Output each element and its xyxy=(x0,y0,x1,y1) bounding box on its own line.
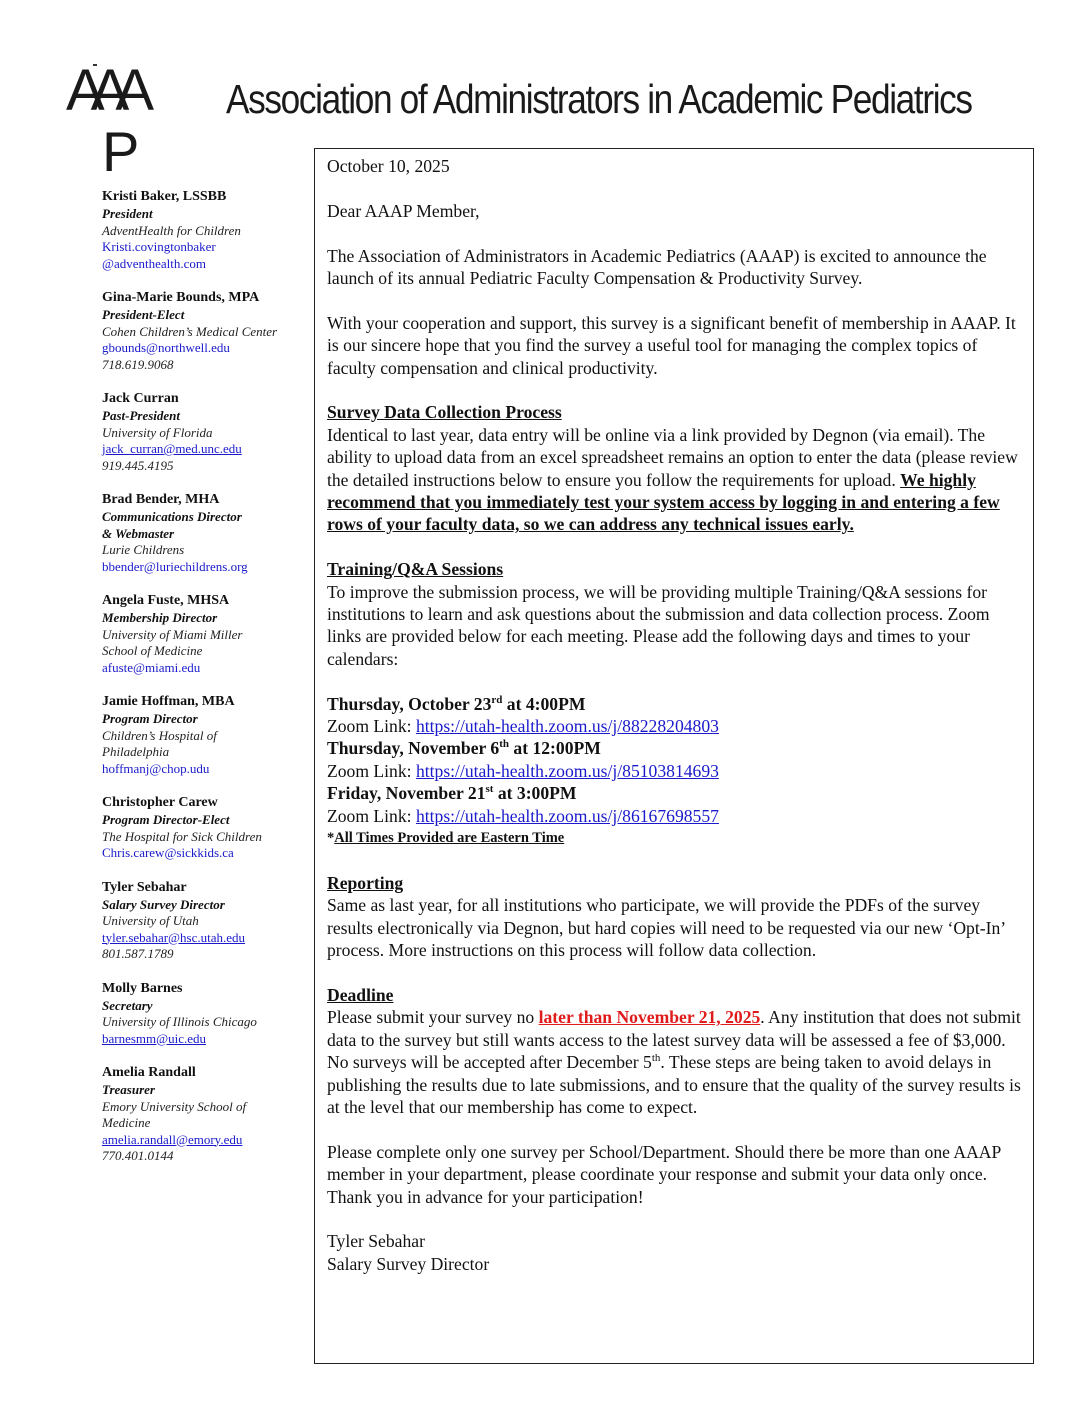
officer-institution: University of Illinois Chicago xyxy=(102,1014,257,1029)
officer-role-line2: & Webmaster xyxy=(102,525,175,541)
officer-email[interactable]: hoffmanj@chop.udu xyxy=(102,760,210,776)
logo-line-2: P xyxy=(102,120,140,183)
officer-institution: University of Utah xyxy=(102,913,199,928)
officer-role: Membership Director xyxy=(102,610,218,625)
letter-benefit: With your cooperation and support, this survey is a significant benefit of membership in AAAP. It is our sincere hope that you find the survey a useful tool for managing the complex topics of faculty compensation and clinical productivity. xyxy=(327,312,1016,378)
officer-email[interactable]: afuste@miami.edu xyxy=(102,659,201,675)
officer-institution-line2: Philadelphia xyxy=(102,744,170,759)
deadline-post: . These steps are being taken to avoid delays in publishing the results due to late submissions, and to ensure that the quality of the survey results is at the level that our membership has come to expect. xyxy=(327,1052,1021,1117)
officer-president xyxy=(102,188,302,272)
section-title: Survey Data Collection Process xyxy=(327,402,562,423)
session-1-datetime xyxy=(327,693,1027,715)
officer-name: Molly Barnes xyxy=(102,980,183,996)
section-title: Training/Q&A Sessions xyxy=(327,559,504,580)
officers-sidebar xyxy=(102,188,302,1182)
officer-name: Jack Curran xyxy=(102,391,179,406)
officer-role: Secretary xyxy=(102,997,153,1013)
section-reporting xyxy=(327,872,1027,962)
officer-phone: 919.445.4195 xyxy=(102,457,174,473)
officer-name: Jamie Hoffman, MBA xyxy=(102,694,235,709)
letter-salutation: Dear AAAP Member, xyxy=(327,200,480,221)
officer-salary-survey-director xyxy=(102,879,302,963)
signature-name: Tyler Sebahar xyxy=(327,1231,425,1252)
officer-institution-line2: Medicine xyxy=(102,1115,151,1130)
officer-name: Kristi Baker, LSSBB xyxy=(102,189,227,204)
officer-name: Tyler Sebahar xyxy=(102,879,187,895)
officer-institution: University of Florida xyxy=(102,424,213,440)
officer-secretary xyxy=(102,980,302,1048)
officer-program-director xyxy=(102,693,302,777)
session-3-datetime xyxy=(327,782,1027,804)
officer-role: Program Director-Elect xyxy=(102,812,230,827)
officer-past-president xyxy=(102,390,302,474)
session-day: Thursday, November 6 xyxy=(327,738,500,759)
officer-institution: Lurie Childrens xyxy=(102,542,185,557)
zoom-link[interactable]: https://utah-health.zoom.us/j/88228204803 xyxy=(415,716,719,737)
officer-institution-line1: Emory University School of xyxy=(102,1098,247,1114)
officer-name: Gina-Marie Bounds, MPA xyxy=(102,290,260,305)
officer-role: President xyxy=(102,206,153,221)
session-time: at 3:00PM xyxy=(493,783,577,804)
officer-phone: 770.401.0144 xyxy=(102,1148,174,1163)
officer-name: Angela Fuste, MHSA xyxy=(102,593,230,608)
session-time: at 12:00PM xyxy=(509,738,601,759)
zoom-link[interactable]: https://utah-health.zoom.us/j/85103814693 xyxy=(415,760,719,781)
officer-email[interactable]: jack_curran@med.unc.edu xyxy=(102,441,242,456)
section-emphasis: We highly recommend that you immediately test your system access by logging in and entering a few rows of your faculty data, so we can address any technical issues early. xyxy=(327,469,1000,535)
officer-communications-director xyxy=(102,491,302,575)
session-day: Thursday, October 23 xyxy=(327,693,492,714)
aaap-logo xyxy=(66,60,176,185)
deadline-pre: Please submit your survey no xyxy=(327,1007,539,1028)
officer-email[interactable]: bbender@luriechildrens.org xyxy=(102,558,248,574)
org-title: Association of Administrators in Academic Pediatrics xyxy=(226,76,972,122)
section-deadline xyxy=(327,984,1027,1118)
letter-date: October 10, 2025 xyxy=(327,156,450,176)
zoom-link[interactable]: https://utah-health.zoom.us/j/86167698557 xyxy=(415,805,719,826)
signature-title: Salary Survey Director xyxy=(327,1253,490,1274)
officer-name: Brad Bender, MHA xyxy=(102,492,220,507)
officer-email[interactable]: Chris.carew@sickkids.ca xyxy=(102,845,234,860)
officer-role-line1: Communications Director xyxy=(102,509,242,524)
officer-institution: The Hospital for Sick Children xyxy=(102,828,262,844)
officer-institution-line1: University of Miami Miller xyxy=(102,626,243,642)
session-day-suffix: th xyxy=(499,738,509,751)
session-1-zoom xyxy=(327,715,1027,737)
officer-email-line1[interactable]: Kristi.covingtonbaker xyxy=(102,239,216,254)
session-day-suffix: st xyxy=(485,783,494,796)
officer-institution: AdventHealth for Children xyxy=(102,222,241,238)
section-training xyxy=(327,558,1027,670)
officer-phone: 801.587.1789 xyxy=(102,946,174,961)
officer-institution-line2: School of Medicine xyxy=(102,643,203,658)
letter-closing: Please complete only one survey per School/Department. Should there be more than one AAAP member in your department, please coordinate your response and submit your data only once. Thank you in advance for your participation! xyxy=(327,1141,1001,1207)
session-2-datetime xyxy=(327,737,1027,759)
session-3-zoom xyxy=(327,805,1027,827)
officer-email[interactable]: barnesmm@uic.edu xyxy=(102,1030,207,1046)
officer-name: Christopher Carew xyxy=(102,795,218,810)
section-body: To improve the submission process, we will be providing multiple Training/Q&A sessions for institutions to learn and ask questions about the submission and data collection process. Zoom links are provided below for each meeting. Please add the following days and times to your calendars: xyxy=(327,581,990,669)
officer-role: Salary Survey Director xyxy=(102,896,225,912)
officer-email[interactable]: amelia.randall@emory.edu xyxy=(102,1131,243,1147)
section-body: Identical to last year, data entry will be online via a link provided by Degnon (via email). The ability to upload data from an excel spreadsheet remains an option to enter the data (please review the detailed instructions below to ensure you follow the requirements for upload. xyxy=(327,424,1018,490)
section-body: Same as last year, for all institutions who participate, we will provide the PDFs of the survey results electronically via Degnon, but hard copies will need to be requested via our new ‘Opt-In’ process. More instructions on this process will follow data collection. xyxy=(327,895,1005,961)
officer-institution: Cohen Children’s Medical Center xyxy=(102,323,278,339)
officer-phone: 718.619.9068 xyxy=(102,356,174,372)
officer-role: Past-President xyxy=(102,408,180,423)
note-text: All Times Provided are Eastern Time xyxy=(334,830,565,847)
officer-membership-director xyxy=(102,592,302,676)
officer-role: President-Elect xyxy=(102,307,185,322)
deadline-sup: th xyxy=(651,1052,661,1065)
section-data-collection xyxy=(327,401,1027,535)
timezone-note xyxy=(327,827,1027,849)
section-title: Deadline xyxy=(327,984,394,1005)
session-day: Friday, November 21 xyxy=(327,783,486,804)
officer-treasurer xyxy=(102,1064,302,1165)
letter-body xyxy=(327,155,1027,1298)
signature xyxy=(327,1230,1027,1275)
section-title: Reporting xyxy=(327,872,404,893)
officer-role: Treasurer xyxy=(102,1082,155,1097)
logo-line-1: AAA xyxy=(66,58,141,123)
deadline-mid: . Any institution that does not submit data to the survey but still wants access to the latest survey data will be assessed a fee of $3,000. No surveys will be accepted after December 5 xyxy=(327,1007,1021,1073)
note-asterisk: * xyxy=(327,830,335,847)
officer-role: Program Director xyxy=(102,711,198,726)
officer-institution-line1: Children’s Hospital of xyxy=(102,727,217,743)
officer-program-director-elect xyxy=(102,794,302,862)
session-2-zoom xyxy=(327,760,1027,782)
zoom-label: Zoom Link: xyxy=(327,716,416,737)
zoom-label: Zoom Link: xyxy=(327,760,416,781)
session-day-suffix: rd xyxy=(491,693,503,706)
officer-name: Amelia Randall xyxy=(102,1065,196,1080)
deadline-highlight: later than November 21, 2025 xyxy=(538,1007,761,1028)
zoom-label: Zoom Link: xyxy=(327,805,416,826)
letter-intro: The Association of Administrators in Academic Pediatrics (AAAP) is excited to announce the launch of its annual Pediatric Faculty Compensation & Productivity Survey. xyxy=(327,245,987,288)
officer-email-line2[interactable]: @adventhealth.com xyxy=(102,255,207,271)
training-sessions xyxy=(327,693,1027,850)
officer-email[interactable]: gbounds@northwell.edu xyxy=(102,340,230,355)
officer-email[interactable]: tyler.sebahar@hsc.utah.edu xyxy=(102,929,246,945)
session-time: at 4:00PM xyxy=(502,693,586,714)
officer-president-elect xyxy=(102,289,302,373)
